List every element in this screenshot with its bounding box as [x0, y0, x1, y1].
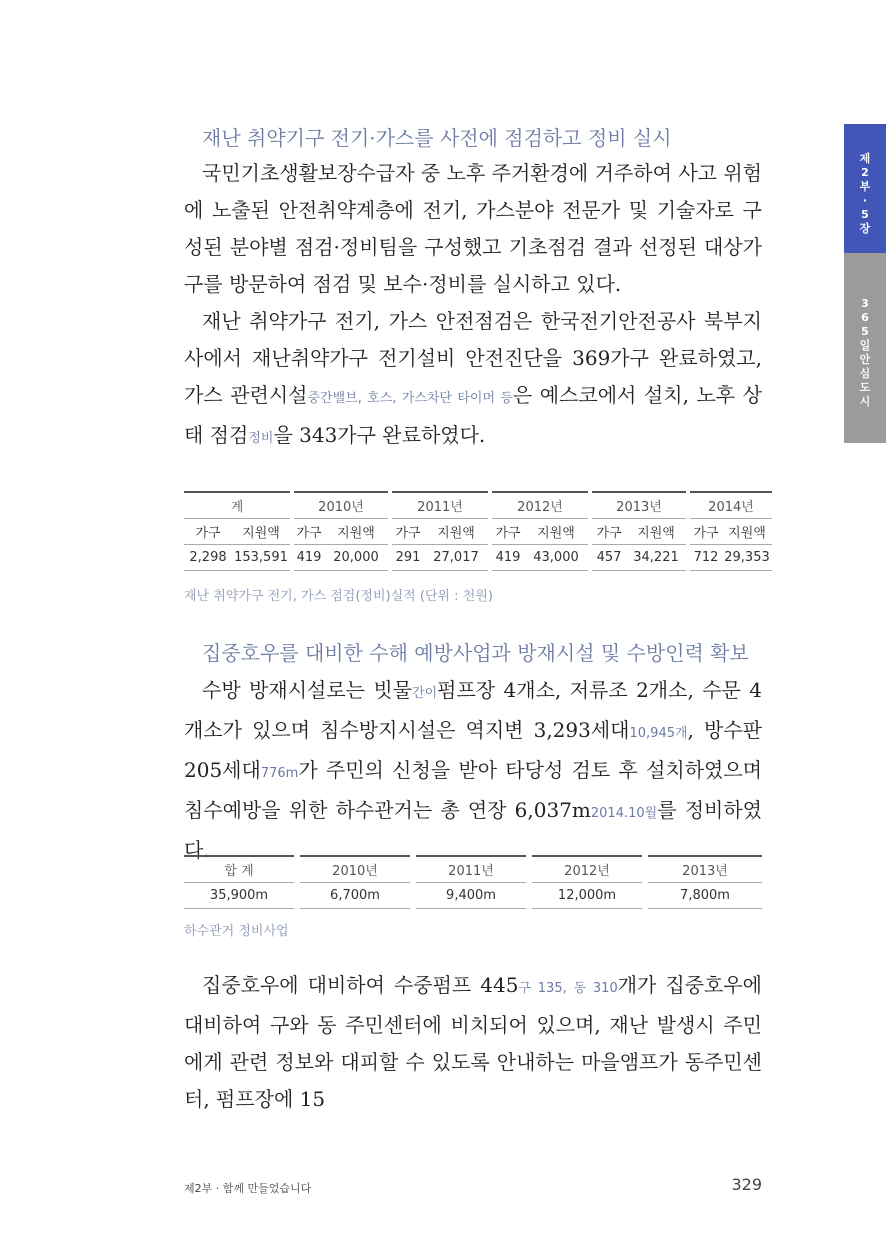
table-header-row	[184, 492, 772, 519]
table-header-row	[184, 856, 762, 883]
paragraph-text: 집중호우에 대비하여 수중펌프 445	[202, 973, 519, 997]
cell-length: 9,400m	[416, 883, 526, 909]
subheader-households: 가구	[184, 519, 232, 545]
subheader-households: 가구	[592, 519, 626, 545]
cell-households: 712	[690, 545, 722, 571]
cell-households: 419	[492, 545, 524, 571]
paragraph-text: 을 343가구 완료하였다.	[273, 423, 486, 447]
chapter-tab-char: 장	[859, 222, 871, 235]
book-tab-char: 일	[859, 339, 871, 352]
header-year: 2012년	[532, 856, 642, 883]
inline-note: 중간밸브, 호스, 가스차단 타이머 등	[307, 391, 513, 406]
chapter-tab-char: 제	[859, 152, 871, 165]
subheader-households: 가구	[294, 519, 324, 545]
chapter-tab-char: 부	[859, 180, 871, 193]
book-tab-char: 시	[859, 395, 871, 408]
inline-note: 776m	[260, 766, 299, 781]
cell-households: 2,298	[184, 545, 232, 571]
page-number: 329	[731, 1175, 762, 1194]
paragraph-text: 가 주민의 신청을 받아 타당성 검토 후 설치하였으며 침수예방을 위한 하수관거는 총 연장 6,037m	[184, 758, 762, 822]
book-tab-char: 안	[859, 353, 871, 366]
paragraph-safety-inspection	[184, 303, 762, 457]
cell-amount: 27,017	[424, 545, 488, 571]
subheader-amount: 지원액	[424, 519, 488, 545]
cell-amount: 29,353	[722, 545, 772, 571]
cell-amount: 43,000	[524, 545, 588, 571]
cell-length: 35,900m	[184, 883, 294, 909]
cell-amount: 34,221	[626, 545, 686, 571]
inline-note: 간이	[412, 686, 438, 701]
cell-length: 12,000m	[532, 883, 642, 909]
cell-households: 457	[592, 545, 626, 571]
header-total: 계	[184, 492, 290, 519]
paragraph-text: 를 정비하였다.	[184, 798, 762, 862]
paragraph-text: 국민기초생활보장수급자 중 노후 주거환경에 거주하여 사고 위험에 노출된 안전취약계층에 전기, 가스분야 전문가 및 기술자로 구성된 분야별 점검·정비팀을 구성했고 기초점검 결과 선정된 대상가구를 방문하여 점검 및 보수·정비를 실시하고 있다.	[184, 161, 762, 296]
inspection-results-table	[184, 491, 772, 571]
section-heading-flood-prevention: 집중호우를 대비한 수해 예방사업과 방재시설 및 수방인력 확보	[202, 641, 749, 665]
paragraph-text: 개가 집중호우에 대비하여 구와 동 주민센터에 비치되어 있으며, 재난 발생시 주민에게 관련 정보와 대피할 수 있도록 안내하는 마을앰프가 동주민센터, 펌프장에 15	[184, 973, 762, 1111]
subheader-households: 가구	[392, 519, 424, 545]
subheader-households: 가구	[492, 519, 524, 545]
chapter-tab-char: 2	[861, 166, 869, 179]
header-year: 2013년	[648, 856, 762, 883]
paragraph-text: 재난 취약가구 전기, 가스 안전점검은 한국전기안전공사 북부지사에서 재난취약가구 전기설비 안전진단을 369가구 완료하였고, 가스 관련시설	[184, 309, 762, 407]
header-year: 2010년	[300, 856, 410, 883]
subheader-amount: 지원액	[524, 519, 588, 545]
table-row	[184, 883, 762, 909]
subheader-amount: 지원액	[324, 519, 388, 545]
header-year: 2011년	[392, 492, 488, 519]
paragraph-text: , 방수판 205세대	[184, 718, 762, 782]
table-caption: 하수관거 정비사업	[184, 924, 289, 939]
paragraph-text: 펌프장 4개소, 저류조 2개소, 수문 4개소가 있으며 침수방지시설은 역지변 3,293세대	[184, 678, 762, 742]
inline-note: 2014.10월	[590, 806, 658, 821]
section-heading-disaster-vulnerable: 재난 취약기구 전기·가스를 사전에 점검하고 정비 실시	[202, 126, 672, 150]
sewer-maintenance-table	[184, 855, 762, 909]
header-year: 2010년	[294, 492, 388, 519]
inline-note: 정비	[248, 431, 274, 446]
book-tab-char: 도	[859, 381, 871, 394]
chapter-tab-char: ·	[862, 194, 868, 207]
header-year: 2012년	[492, 492, 588, 519]
book-tab-char: 3	[861, 297, 869, 310]
cell-households: 291	[392, 545, 424, 571]
table-subheader-row	[184, 519, 772, 545]
footer-part-title: 제2부 · 함께 만들었습니다	[184, 1182, 312, 1195]
cell-amount: 153,591	[232, 545, 290, 571]
book-tab-char: 5	[861, 325, 869, 338]
paragraph-flood-facilities	[184, 672, 762, 869]
book-tab[interactable]	[844, 253, 886, 443]
book-tab-char: 심	[859, 367, 871, 380]
header-year: 2011년	[416, 856, 526, 883]
paragraph-pumps	[184, 967, 762, 1118]
cell-amount: 20,000	[324, 545, 388, 571]
chapter-tab-char: 5	[861, 208, 869, 221]
paragraph-text: 수방 방재시설로는 빗물	[202, 678, 413, 702]
header-year: 2014년	[690, 492, 772, 519]
table-caption: 재난 취약가구 전기, 가스 점검(정비)실적 (단위 : 천원)	[184, 589, 493, 604]
subheader-amount: 지원액	[722, 519, 772, 545]
paragraph-text: 은 예스코에서 설치, 노후 상태 점검	[184, 383, 762, 447]
subheader-amount: 지원액	[232, 519, 290, 545]
cell-length: 7,800m	[648, 883, 762, 909]
book-tab-char: 6	[861, 311, 869, 324]
subheader-amount: 지원액	[626, 519, 686, 545]
cell-length: 6,700m	[300, 883, 410, 909]
cell-households: 419	[294, 545, 324, 571]
table-row	[184, 545, 772, 571]
inline-note: 10,945개	[629, 726, 688, 741]
paragraph-inspection-team	[184, 155, 762, 303]
header-year: 2013년	[592, 492, 686, 519]
chapter-tab[interactable]	[844, 124, 886, 253]
inline-note: 구 135, 동 310	[518, 981, 618, 996]
subheader-households: 가구	[690, 519, 722, 545]
header-total: 합 계	[184, 856, 294, 883]
